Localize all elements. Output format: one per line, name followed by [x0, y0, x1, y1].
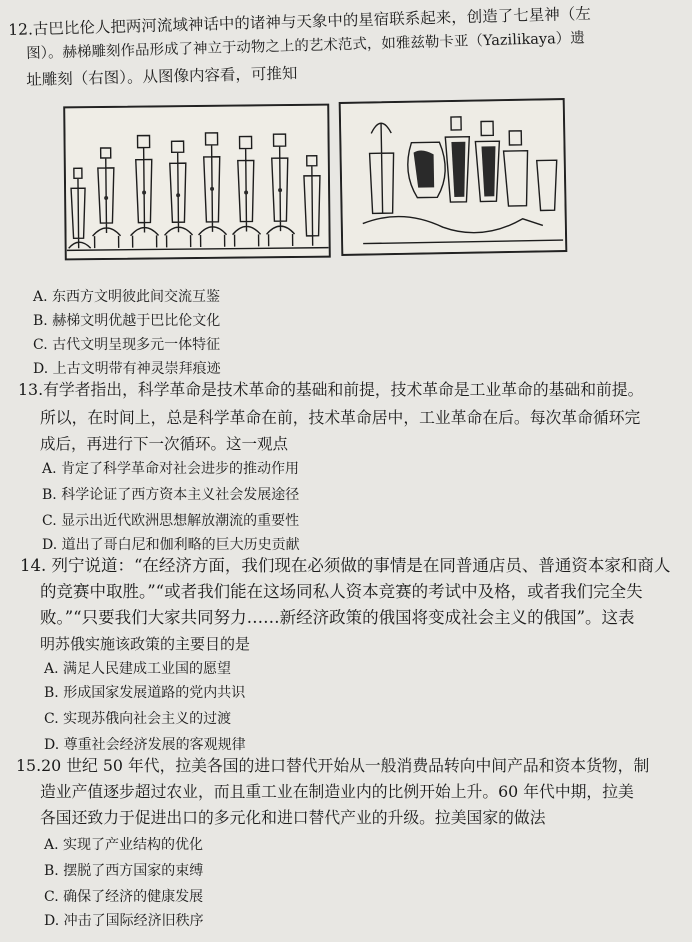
q15-option-c[interactable]: C. 确保了经济的健康发展	[44, 889, 204, 905]
figure-right-drawing	[341, 100, 566, 254]
q15-stem-line-2: 造业产值逐步超过农业，而且重工业在制造业内的比例开始上升。60 年代中期，拉美	[40, 782, 634, 801]
q12-option-d[interactable]: D. 上古文明带有神灵崇拜痕迹	[33, 361, 221, 377]
q12-option-c[interactable]: C. 古代文明呈现多元一体特征	[33, 337, 221, 353]
q15-option-d[interactable]: D. 冲击了国际经济旧秩序	[44, 913, 204, 929]
q15-option-b[interactable]: B. 摆脱了西方国家的束缚	[44, 863, 204, 879]
q13-option-b[interactable]: B. 科学论证了西方资本主义社会发展途径	[42, 487, 300, 503]
q14-stem-line-2: 的竞赛中取胜。”“或者我们能在这场同私人资本竞赛的考试中及格，或者我们完全失	[40, 582, 643, 601]
q14-stem-line-4: 明苏俄实施该政策的主要目的是	[40, 635, 251, 653]
q12-stem-line-3: 址雕刻（右图）。从图像内容看，可推知	[26, 64, 298, 89]
figure-left-drawing	[65, 106, 329, 259]
q13-option-d[interactable]: D. 道出了哥白尼和伽利略的巨大历史贡献	[42, 537, 300, 553]
q14-stem-line-3: 败。”“只要我们大家共同努力……新经济政策的俄国将变成社会主义的俄国”。这表	[40, 608, 635, 627]
q15-stem-line-1: 15.20 世纪 50 年代，拉美各国的进口替代开始从一般消费品转向中间产品和资本货物，制	[16, 756, 650, 775]
q14-option-d[interactable]: D. 尊重社会经济发展的客观规律	[44, 737, 246, 753]
q13-stem-line-2: 所以，在时间上，总是科学革命在前，技术革命居中，工业革命在后。每次革命循环完	[40, 408, 641, 427]
figure-seven-star-gods	[63, 104, 331, 261]
q15-option-a[interactable]: A. 实现了产业结构的优化	[44, 837, 204, 853]
q14-option-b[interactable]: B. 形成国家发展道路的党内共识	[44, 685, 246, 701]
q14-stem-line-1: 14. 列宁说道：“在经济方面，我们现在必须做的事情是在同普通店员、普通资本家和商人	[20, 556, 671, 575]
q12-stem-line-2: 图）。赫梯雕刻作品形成了神立于动物之上的艺术范式，如雅兹勒卡亚（Yazilikaya）遗	[26, 30, 585, 62]
q13-option-a[interactable]: A. 肯定了科学革命对社会进步的推动作用	[42, 461, 300, 477]
q12-option-a[interactable]: A. 东西方文明彼此间交流互鉴	[33, 289, 221, 305]
q13-stem-line-1: 13.有学者指出，科学革命是技术革命的基础和前提，技术革命是工业革命的基础和前提。	[18, 380, 644, 399]
q15-stem-line-3: 各国还致力于促进出口的多元化和进口替代产业的升级。拉美国家的做法	[40, 808, 546, 827]
q13-stem-line-3: 成后，再进行下一次循环。这一观点	[40, 435, 289, 453]
q12-option-b[interactable]: B. 赫梯文明优越于巴比伦文化	[33, 313, 221, 329]
q14-option-a[interactable]: A. 满足人民建成工业国的愿望	[44, 661, 232, 677]
figure-yazilikaya-relief	[339, 98, 568, 256]
q12-stem-line-1: 12.古巴比伦人把两河流域神话中的诸神与天象中的星宿联系起来，创造了七星神（左	[8, 4, 591, 39]
q13-option-c[interactable]: C. 显示出近代欧洲思想解放潮流的重要性	[42, 513, 300, 529]
q14-option-c[interactable]: C. 实现苏俄向社会主义的过渡	[44, 711, 232, 727]
